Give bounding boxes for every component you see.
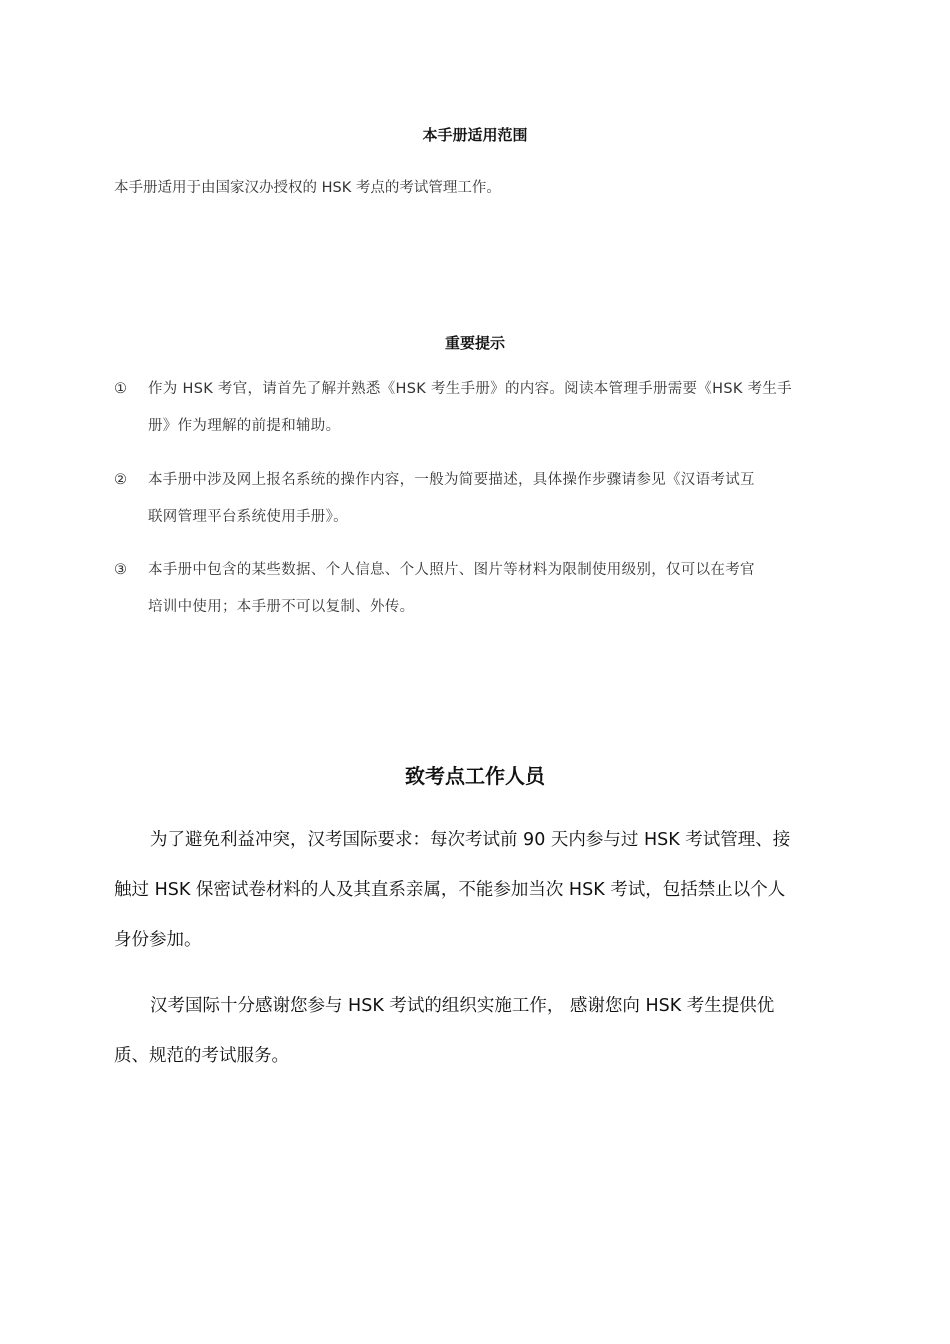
notice-item-1-line-2: 册》作为理解的前提和辅助。 xyxy=(148,418,341,434)
staff-paragraph-2-line-2: 质、规范的考试服务。 xyxy=(114,1046,289,1066)
staff-paragraph-1-line-3: 身份参加。 xyxy=(114,930,202,950)
notice-heading: 重要提示 xyxy=(444,334,505,352)
notice-item-1 xyxy=(114,371,838,445)
notice-item-2 xyxy=(114,462,838,536)
staff-paragraph-2-line-1: 汉考国际十分感谢您参与 HSK 考试的组织实施工作， 感谢您向 HSK 考生提供优 xyxy=(150,996,775,1016)
notice-item-3 xyxy=(114,552,838,626)
notice-item-3-line-2: 培训中使用；本手册不可以复制、外传。 xyxy=(148,599,415,615)
staff-paragraph-1-line-2: 触过 HSK 保密试卷材料的人及其直系亲属，不能参加当次 HSK 考试，包括禁止以个人 xyxy=(114,880,786,900)
staff-heading: 致考点工作人员 xyxy=(405,764,545,788)
notice-marker-1: ① xyxy=(114,381,127,397)
notice-marker-2: ② xyxy=(114,472,127,488)
notice-item-1-line-1: 作为 HSK 考官，请首先了解并熟悉《HSK 考生手册》的内容。阅读本管理手册需要《HSK 考生手 xyxy=(148,381,792,397)
notice-marker-3: ③ xyxy=(114,562,127,578)
staff-paragraph-1 xyxy=(114,815,838,965)
notice-item-2-line-2: 联网管理平台系统使用手册》。 xyxy=(148,509,348,525)
scope-heading: 本手册适用范围 xyxy=(422,126,528,144)
notice-item-2-line-1: 本手册中涉及网上报名系统的操作内容，一般为简要描述，具体操作步骤请参见《汉语考试互 xyxy=(148,472,755,488)
staff-paragraph-1-line-1: 为了避免利益冲突，汉考国际要求：每次考试前 90 天内参与过 HSK 考试管理、接 xyxy=(150,830,791,850)
staff-paragraph-2 xyxy=(114,981,838,1081)
scope-text: 本手册适用于由国家汉办授权的 HSK 考点的考试管理工作。 xyxy=(114,180,501,196)
notice-item-3-line-1: 本手册中包含的某些数据、个人信息、个人照片、图片等材料为限制使用级别，仅可以在考官 xyxy=(148,562,755,578)
